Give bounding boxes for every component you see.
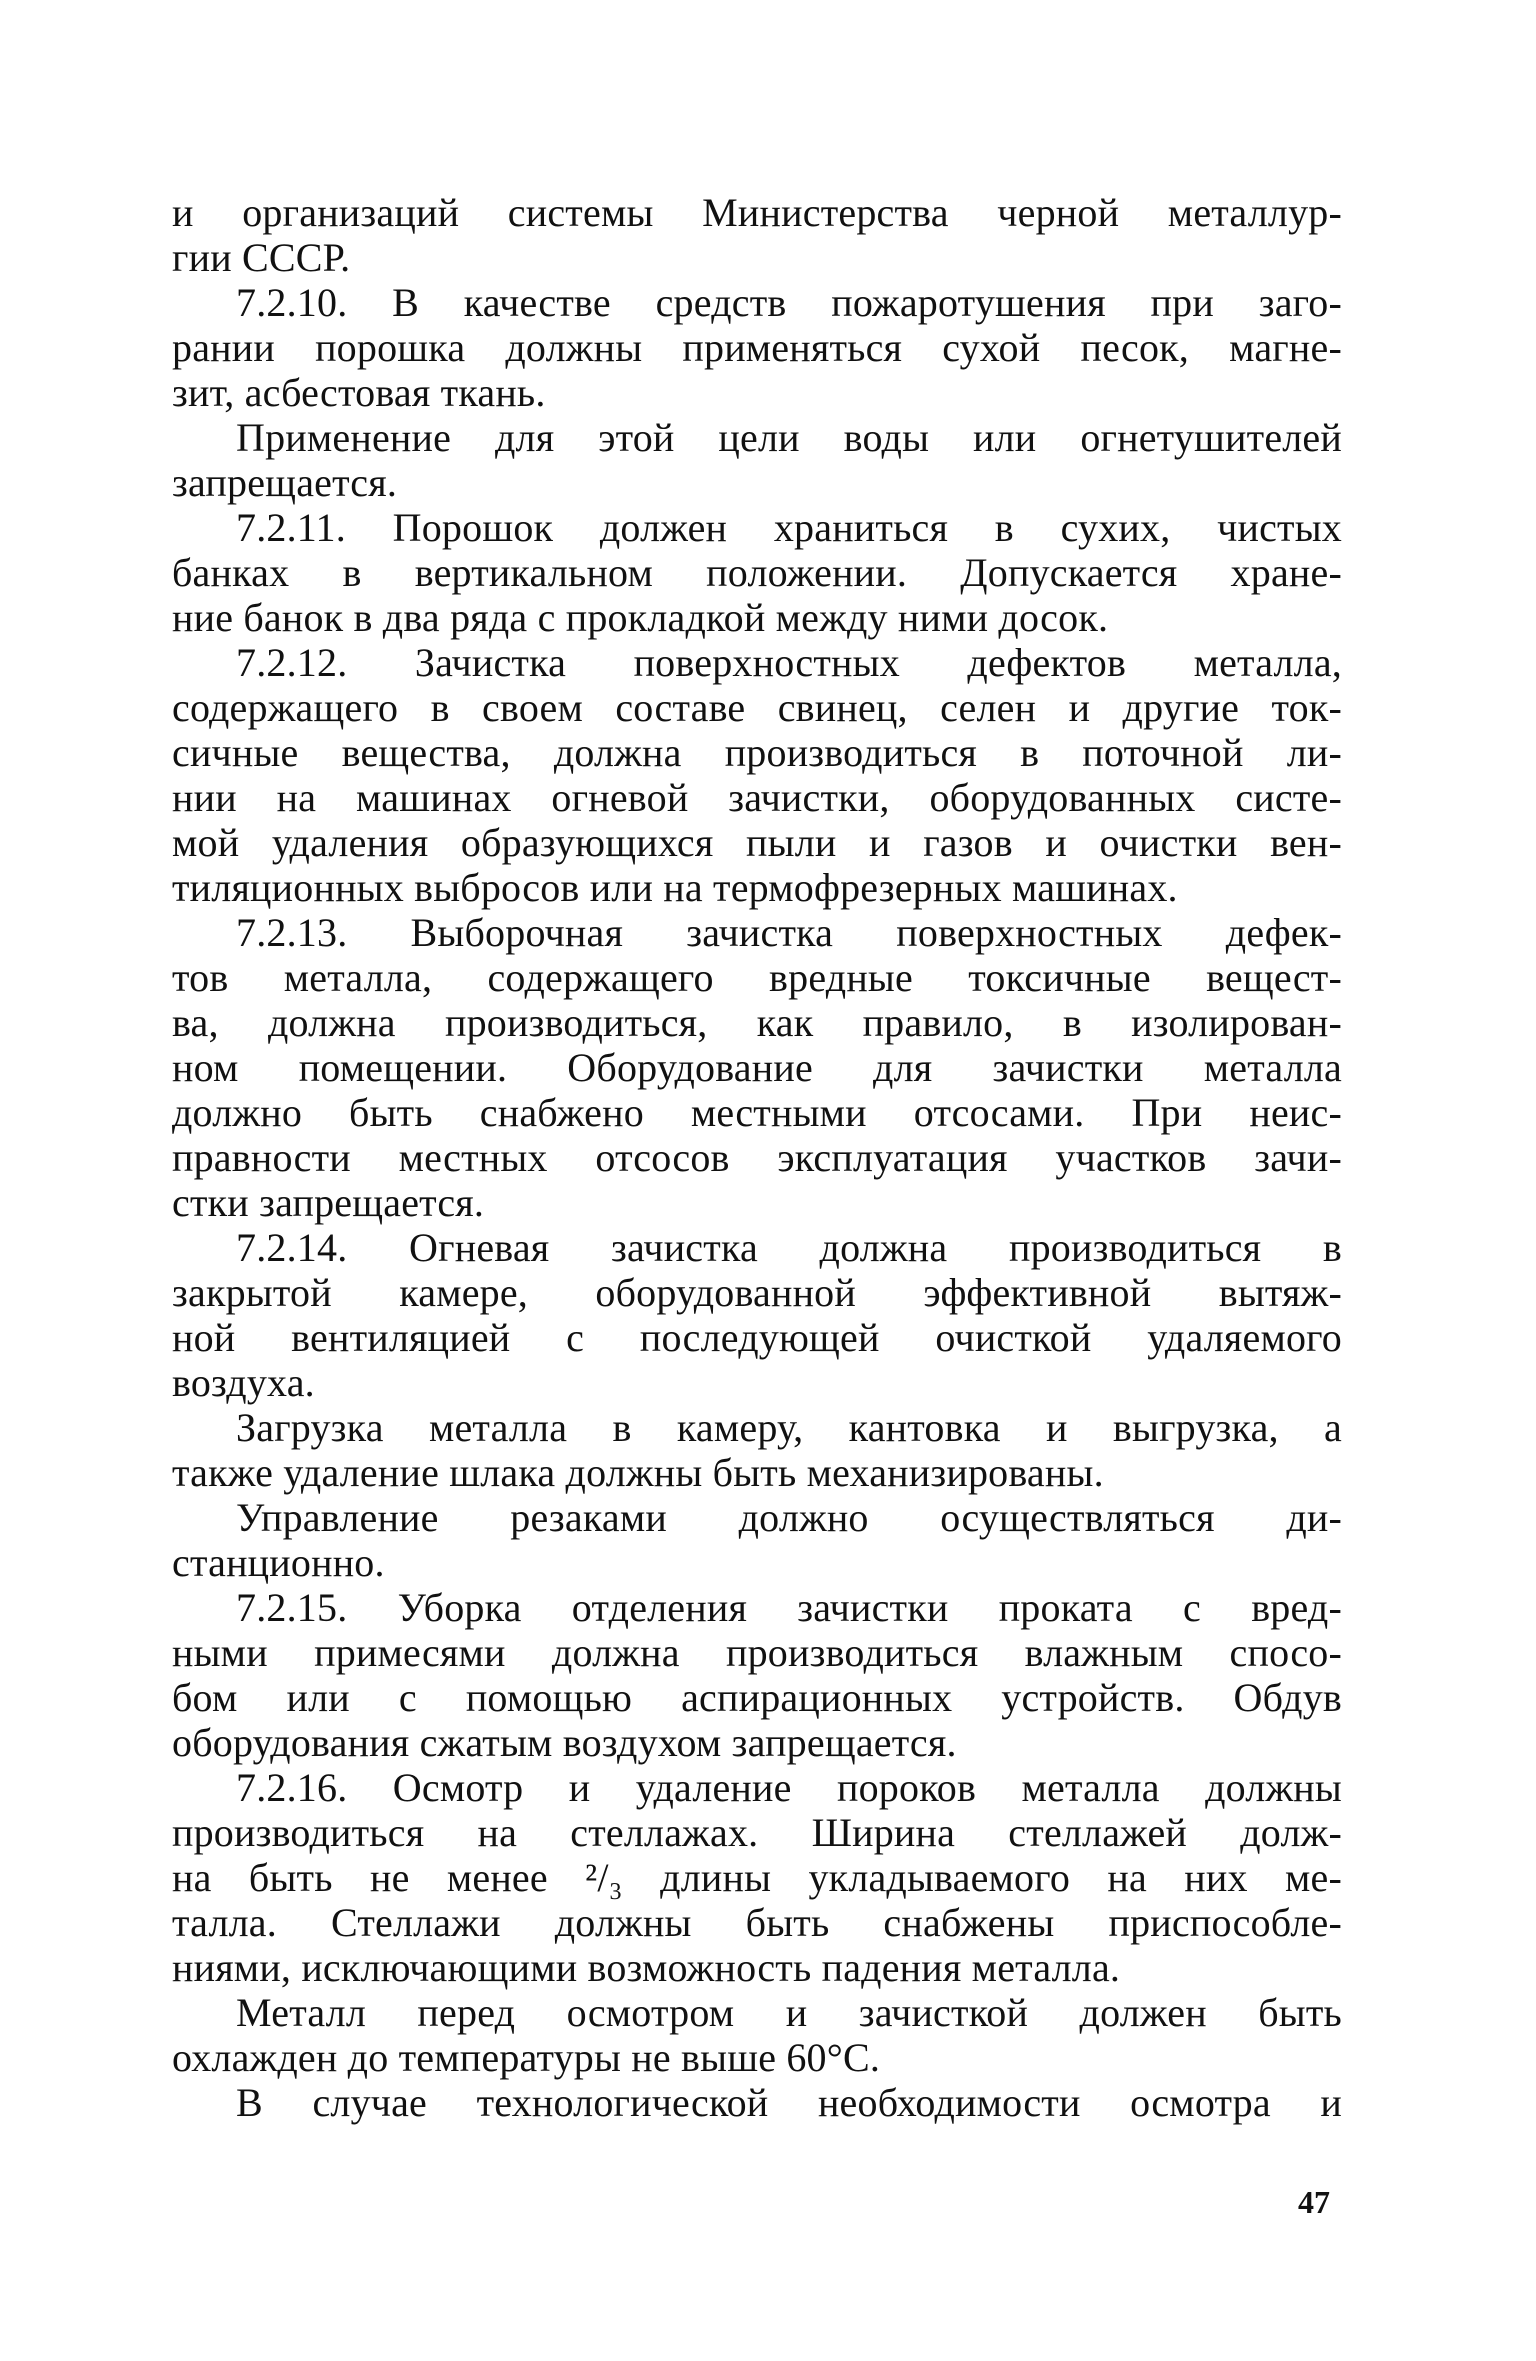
text-line: стки запрещается. xyxy=(172,1180,485,1225)
text-line: 7.2.13. Выборочная зачистка поверхностных дефек- xyxy=(236,910,1342,955)
text-line: 7.2.14. Огневая зачистка должна производиться в xyxy=(236,1225,1342,1270)
text-line: правности местных отсосов эксплуатация участков зачи- xyxy=(172,1135,1342,1180)
text-line: оборудования сжатым воздухом запрещается. xyxy=(172,1720,957,1765)
text-line: производиться на стеллажах. Ширина стеллажей долж- xyxy=(172,1810,1342,1855)
text-line: зит, асбестовая ткань. xyxy=(172,370,546,415)
text-line: мой удаления образующихся пыли и газов и очистки вен- xyxy=(172,820,1342,865)
text-line: тов металла, содержащего вредные токсичные вещест- xyxy=(172,955,1342,1000)
text-line: 7.2.11. Порошок должен храниться в сухих, чистых xyxy=(236,505,1342,550)
text-line: должно быть снабжено местными отсосами. При неис- xyxy=(172,1090,1342,1135)
text-line: тиляционных выбросов или на термофрезерных машинах. xyxy=(172,865,1178,910)
text-line: рании порошка должны применяться сухой песок, магне- xyxy=(172,325,1342,370)
text-line: Применение для этой цели воды или огнетушителей xyxy=(236,415,1342,460)
text-line: ной вентиляцией с последующей очисткой удаляемого xyxy=(172,1315,1342,1360)
text-line: закрытой камере, оборудованной эффективной вытяж- xyxy=(172,1270,1342,1315)
text-line: талла. Стеллажи должны быть снабжены приспособле- xyxy=(172,1900,1342,1945)
text-line: 7.2.12. Зачистка поверхностных дефектов металла, xyxy=(236,640,1342,685)
text-line: Управление резаками должно осуществляться ди- xyxy=(236,1495,1342,1540)
text-line: В случае технологической необходимости осмотра и xyxy=(236,2080,1342,2125)
text-line: бом или с помощью аспирационных устройств. Обдув xyxy=(172,1675,1342,1720)
document-body xyxy=(172,190,1342,2125)
text-line: сичные вещества, должна производиться в поточной ли- xyxy=(172,730,1342,775)
text-line: ние банок в два ряда с прокладкой между ними досок. xyxy=(172,595,1109,640)
text-line: ва, должна производиться, как правило, в изолирован- xyxy=(172,1000,1342,1045)
text-line: ными примесями должна производиться влажным спосо- xyxy=(172,1630,1342,1675)
text-line: банках в вертикальном положении. Допускается хране- xyxy=(172,550,1342,595)
text-line: на быть не менее ²/₃ длины укладываемого на них ме- xyxy=(172,1855,1342,1900)
text-line: запрещается. xyxy=(172,460,398,505)
text-line: Загрузка металла в камеру, кантовка и выгрузка, а xyxy=(236,1405,1342,1450)
text-line: ниями, исключающими возможность падения металла. xyxy=(172,1945,1121,1990)
text-line: 7.2.16. Осмотр и удаление пороков металла должны xyxy=(236,1765,1342,1810)
page-number: 47 xyxy=(1298,2184,1330,2220)
text-line: также удаление шлака должны быть механизированы. xyxy=(172,1450,1104,1495)
text-line: станционно. xyxy=(172,1540,385,1585)
text-line: содержащего в своем составе свинец, селен и другие ток- xyxy=(172,685,1342,730)
text-line: воздуха. xyxy=(172,1360,315,1405)
text-line: нии на машинах огневой зачистки, оборудованных систе- xyxy=(172,775,1342,820)
text-line: 7.2.10. В качестве средств пожаротушения при заго- xyxy=(236,280,1342,325)
text-line: Металл перед осмотром и зачисткой должен быть xyxy=(236,1990,1342,2035)
text-line: и организаций системы Министерства черной металлур- xyxy=(172,190,1342,235)
text-line: гии СССР. xyxy=(172,235,351,280)
text-line: охлажден до температуры не выше 60°С. xyxy=(172,2035,881,2080)
text-line: 7.2.15. Уборка отделения зачистки проката с вред- xyxy=(236,1585,1342,1630)
text-line: ном помещении. Оборудование для зачистки металла xyxy=(172,1045,1342,1090)
